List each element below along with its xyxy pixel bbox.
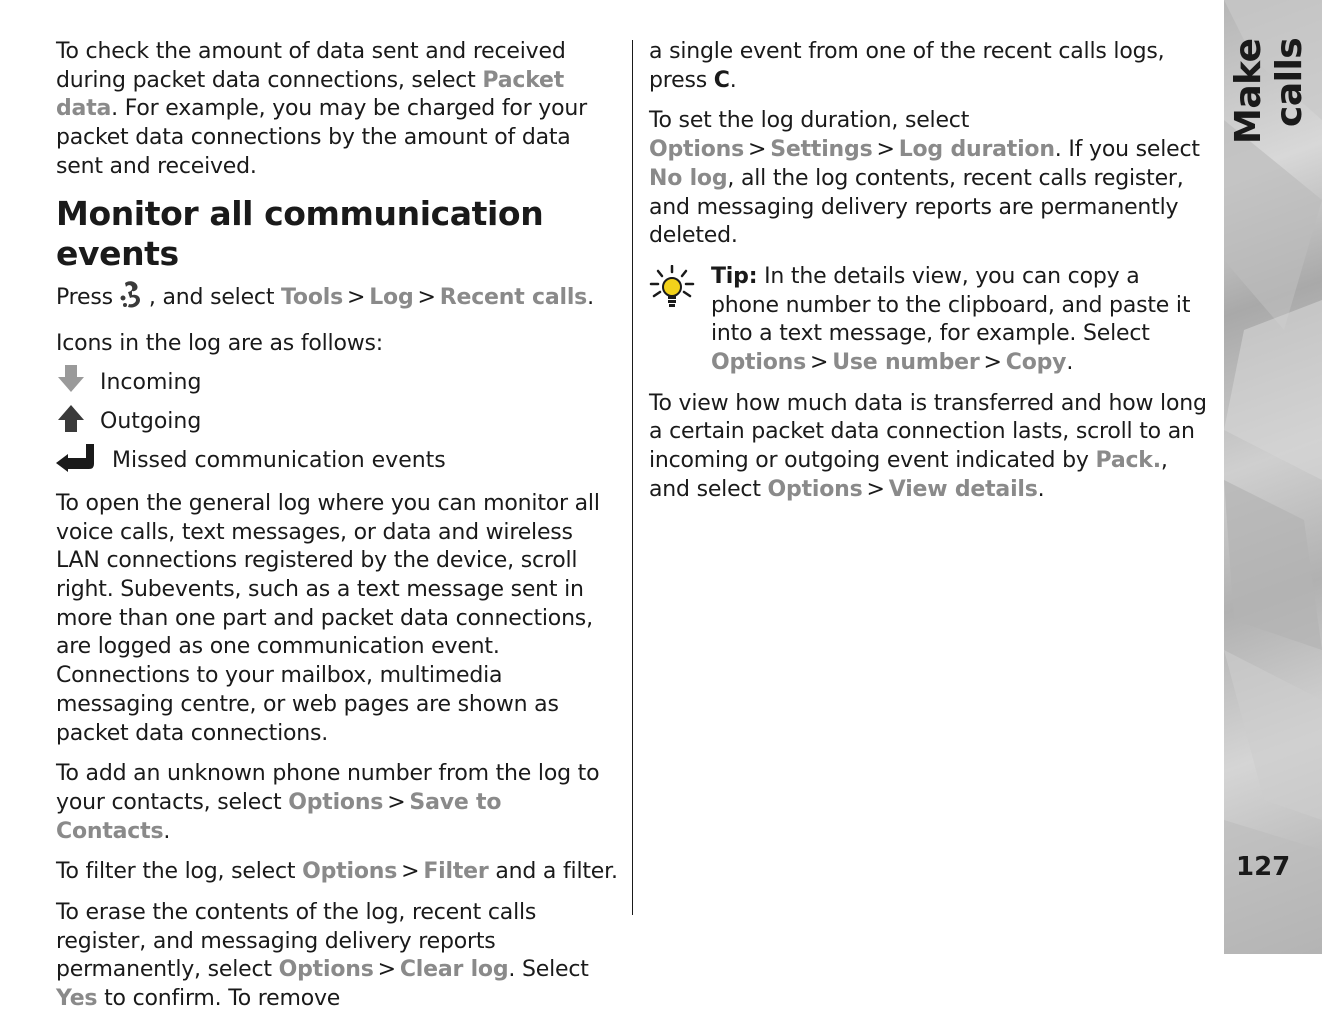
missed-call-icon [56,442,98,478]
separator: > [876,137,895,163]
separator: > [866,476,885,502]
paragraph-remove-event [649,38,1214,95]
text: . For example, you may be charged for your packet data connections by the amount of data sent and received. [56,96,587,179]
menu-key-icon [117,280,145,319]
keyword-log: Log [369,284,414,310]
keyword-copy: Copy [1005,350,1067,376]
paragraph-erase [56,899,618,1014]
tip-box [649,263,1214,378]
keyword-view-details: View details [888,476,1038,502]
text: To filter the log, select [56,859,303,885]
paragraph-view-details [649,390,1214,505]
keyword-log-duration: Log duration [898,137,1055,163]
separator: > [347,284,366,310]
icon-item-label: Incoming [100,369,202,395]
keyword-options: Options [711,350,806,376]
keyword-clear-log: Clear log [399,957,509,983]
text: . [1066,350,1074,376]
keyword-yes: Yes [56,986,98,1012]
text: To check the amount of data sent and received during packet data connections, select [56,39,566,93]
keyword-options: Options [288,789,384,815]
text: To view how much data is transferred and how long a certain packet data connection lasts, scroll to an incoming or outgoing event indicated by [649,390,1207,474]
tip-text [711,263,1214,378]
keyword-tools: Tools [281,284,343,310]
text: To set the log duration, select [649,108,970,134]
text: . [729,67,737,93]
text: In the details view, you can copy a phone number to the clipboard, and paste it into a text message, for example. Select [711,263,1191,347]
text: Press [56,284,113,310]
lightbulb-icon [649,263,711,378]
keyword-options: Options [767,476,863,502]
text: To add an unknown phone number from the log to your contacts, select [56,761,600,815]
paragraph-general-log: To open the general log where you can monitor all voice calls, text messages, or data and wireless LAN connections registered by the device, scroll right. Subevents, such as a text message sent in more than one part and packet data connections, are logged as one communication event. Connections to your mailbox, multimedia messaging centre, or web pages are shown as packet data connections. [56,490,600,746]
separator: > [377,957,396,983]
icon-item-label: Missed communication events [112,447,446,473]
text: to confirm. To remove [97,986,341,1012]
icons-intro: Icons in the log are as follows: [56,331,383,357]
keyword-options: Options [302,859,398,885]
keyword-recent-calls: Recent calls [439,284,588,310]
tip-label: Tip: [711,263,758,289]
arrow-up-icon [56,404,86,438]
text: . Select [508,957,589,983]
keyword-save-to-contacts: Save to Contacts [56,789,502,844]
text: . [163,818,171,844]
keyword-use-number: Use number [832,350,980,376]
page-number: 127 [1236,852,1291,882]
text: . [587,284,594,310]
text: a single event from one of the recent calls logs, press [649,39,1165,93]
text: To erase the contents of the log, recent calls register, and messaging delivery reports permanently, select [56,900,537,983]
keyword-options: Options [278,957,374,983]
keyword-filter: Filter [423,859,489,885]
keyword-packet-data: Packet data [56,67,565,122]
keyword-pack: Pack. [1095,448,1161,474]
icon-item-outgoing [56,402,618,441]
separator: > [983,350,1002,376]
keyword-no-log: No log [649,165,728,191]
separator: > [809,350,829,376]
keyword-settings: Settings [770,137,873,163]
separator: > [401,859,420,885]
text: . [1037,476,1045,502]
arrow-down-icon [56,365,86,399]
text: . If you select [1054,137,1200,163]
column-divider [632,40,633,915]
paragraph-packet-data [56,38,618,182]
text: , and select [649,448,1168,502]
left-column [56,38,618,1026]
separator: > [417,284,436,310]
text: , all the log contents, recent calls register, and messaging delivery reports are permanently deleted. [649,165,1184,249]
section-heading: Monitor all communication events [56,193,544,273]
paragraph-filter [56,858,618,887]
right-column [649,38,1214,517]
icon-item-missed [56,441,618,480]
separator: > [387,789,406,815]
icon-item-label: Outgoing [100,408,202,434]
text: and a filter. [488,859,618,885]
separator: > [747,137,767,163]
icon-item-incoming [56,363,618,402]
paragraph-press-menu [56,280,618,319]
key-c: C [713,67,730,93]
paragraph-add-number [56,760,618,846]
text: , and select [148,284,282,310]
keyword-options: Options [649,137,744,163]
paragraph-log-duration [649,107,1214,251]
chapter-title: Make calls [1228,38,1310,144]
